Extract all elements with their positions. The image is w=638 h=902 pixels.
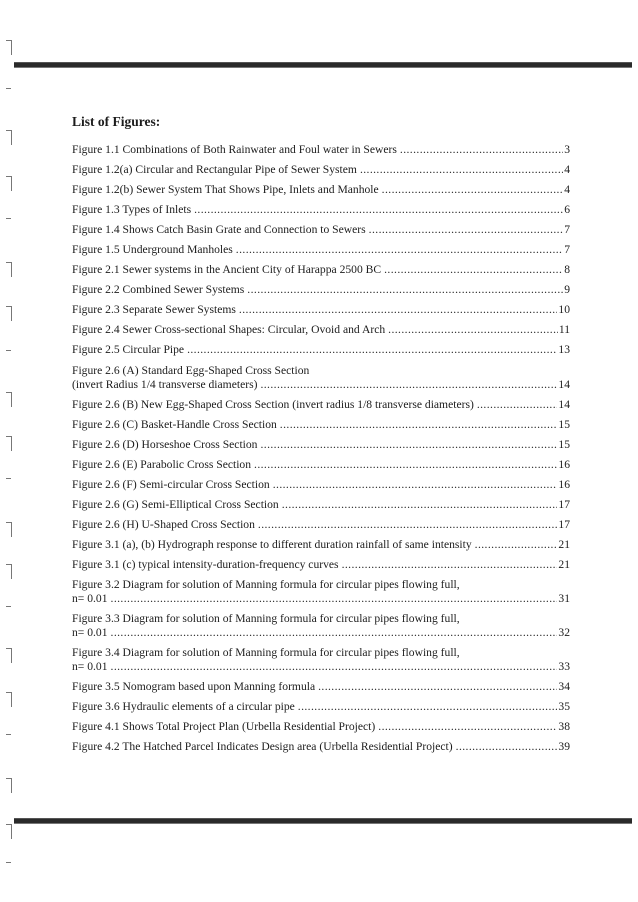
binder-hole-mark <box>6 306 12 321</box>
figure-entry-row <box>72 720 570 734</box>
figure-caption: n= 0.01 <box>72 626 108 640</box>
page-number: 39 <box>558 740 570 754</box>
dot-leader <box>378 720 557 734</box>
page-number: 35 <box>558 700 570 714</box>
dot-leader <box>260 438 557 452</box>
page-number: 7 <box>564 243 570 257</box>
dot-leader <box>382 183 564 197</box>
figure-caption: Figure 2.2 Combined Sewer Systems <box>72 283 245 297</box>
page-number: 6 <box>564 203 570 217</box>
list-item <box>72 478 570 492</box>
list-item <box>72 438 570 452</box>
dot-leader <box>360 163 563 177</box>
page-number: 3 <box>564 143 570 156</box>
list-item <box>72 243 570 257</box>
page-number: 31 <box>558 591 570 605</box>
dot-leader <box>247 283 563 297</box>
page-number: 33 <box>558 660 570 674</box>
list-item <box>72 343 570 357</box>
list-item <box>72 143 570 157</box>
list-item <box>72 720 570 734</box>
dot-leader <box>194 203 563 217</box>
page-number: 38 <box>558 720 570 734</box>
figure-caption: Figure 3.6 Hydraulic elements of a circular pipe <box>72 700 295 714</box>
figure-entry-row <box>72 303 570 317</box>
page-number: 15 <box>558 417 570 431</box>
binder-hole-mark <box>6 692 12 707</box>
dot-leader <box>111 660 558 674</box>
list-of-figures <box>72 114 570 760</box>
figure-entry-row <box>72 538 570 552</box>
figure-entry-row <box>72 183 570 197</box>
dot-leader <box>475 538 558 552</box>
list-item <box>72 646 570 674</box>
dot-leader <box>342 558 558 572</box>
figure-list <box>72 143 570 754</box>
figure-caption: n= 0.01 <box>72 660 108 674</box>
figure-caption: Figure 1.1 Combinations of Both Rainwater and Foul water in Sewers <box>72 143 397 156</box>
page-number: 11 <box>558 323 570 337</box>
binder-hole-mark <box>6 130 12 145</box>
page-number: 32 <box>558 626 570 640</box>
figure-caption: Figure 1.3 Types of Inlets <box>72 203 192 217</box>
list-item <box>72 680 570 694</box>
figure-entry-row <box>72 243 570 257</box>
page-number: 4 <box>564 163 570 177</box>
dot-leader <box>318 680 557 694</box>
dot-leader <box>254 458 557 472</box>
list-item <box>72 538 570 552</box>
dot-leader <box>369 223 564 237</box>
figure-caption: Figure 2.6 (F) Semi-circular Cross Section <box>72 477 270 491</box>
figure-entry-row <box>72 378 570 392</box>
header-rule <box>14 62 632 68</box>
dot-leader <box>111 626 558 640</box>
list-item <box>72 223 570 237</box>
binder-hole-mark <box>6 778 12 793</box>
list-item <box>72 700 570 714</box>
figure-caption: Figure 2.3 Separate Sewer Systems <box>72 303 236 317</box>
figure-caption: Figure 2.6 (E) Parabolic Cross Section <box>72 457 252 471</box>
dot-leader <box>239 303 558 317</box>
page-number: 4 <box>564 183 570 197</box>
list-item <box>72 183 570 197</box>
figure-entry-row <box>72 498 570 512</box>
binder-hole-mark <box>6 176 12 191</box>
list-item <box>72 418 570 432</box>
binder-hole-mark <box>6 40 12 55</box>
list-item <box>72 263 570 277</box>
page-number: 21 <box>558 557 570 571</box>
figure-caption: n= 0.01 <box>72 591 108 605</box>
list-item <box>72 518 570 532</box>
figure-entry-row <box>72 478 570 492</box>
figure-caption: Figure 2.6 (H) U-Shaped Cross Section <box>72 517 255 531</box>
page-title: List of Figures: <box>72 114 161 129</box>
page-number: 15 <box>558 437 570 451</box>
binder-hole-mark <box>6 734 11 739</box>
figure-entry-row <box>72 203 570 217</box>
dot-leader <box>258 518 558 532</box>
list-item <box>72 303 570 317</box>
list-item <box>72 498 570 512</box>
figure-entry-row <box>72 626 570 640</box>
figure-caption: Figure 2.4 Sewer Cross-sectional Shapes: Circular, Ovoid and Arch <box>72 323 386 337</box>
figure-caption: Figure 1.5 Underground Manholes <box>72 243 233 257</box>
binder-hole-mark <box>6 436 12 451</box>
figure-caption: Figure 2.6 (C) Basket-Handle Cross Section <box>72 417 277 431</box>
dot-leader <box>477 398 558 412</box>
list-item <box>72 558 570 572</box>
figure-caption-first-line: Figure 2.6 (A) Standard Egg-Shaped Cross Section <box>72 363 310 377</box>
list-item <box>72 578 570 606</box>
figure-entry-row <box>72 263 570 277</box>
figure-entry-row <box>72 283 570 297</box>
binder-hole-mark <box>6 824 12 839</box>
binder-hole-mark <box>6 648 12 663</box>
dot-leader <box>260 378 557 392</box>
figure-caption: Figure 3.1 (c) typical intensity-duration-frequency curves <box>72 557 339 571</box>
dot-leader <box>111 592 558 606</box>
list-item <box>72 612 570 640</box>
page-number: 16 <box>558 477 570 491</box>
page-number: 14 <box>558 397 570 411</box>
figure-entry-row <box>72 680 570 694</box>
page-number: 17 <box>558 517 570 531</box>
dot-leader <box>187 343 557 357</box>
figure-caption: (invert Radius 1/4 transverse diameters) <box>72 377 258 391</box>
figure-caption-first-line: Figure 3.3 Diagram for solution of Manning formula for circular pipes flowing full, <box>72 612 460 626</box>
figure-entry-row <box>72 740 570 754</box>
figure-entry-row <box>72 398 570 412</box>
dot-leader <box>236 243 563 257</box>
figure-caption: Figure 4.2 The Hatched Parcel Indicates Design area (Urbella Residential Project) <box>72 740 453 754</box>
binder-hole-mark <box>6 606 11 611</box>
figure-entry-row <box>72 323 570 337</box>
list-item <box>72 323 570 337</box>
figure-caption-first-line: Figure 3.4 Diagram for solution of Manning formula for circular pipes flowing full, <box>72 646 460 660</box>
figure-caption: Figure 1.2(a) Circular and Rectangular Pipe of Sewer System <box>72 163 357 177</box>
figure-entry-row <box>72 518 570 532</box>
dot-leader <box>280 418 558 432</box>
page-number: 16 <box>558 457 570 471</box>
binder-hole-mark <box>6 262 12 277</box>
figure-caption: Figure 3.5 Nomogram based upon Manning formula <box>72 680 316 694</box>
list-item <box>72 740 570 754</box>
page-number: 10 <box>558 303 570 317</box>
dot-leader <box>400 143 563 157</box>
binder-hole-mark <box>6 88 11 93</box>
page-number: 14 <box>558 377 570 391</box>
page-number: 13 <box>558 343 570 357</box>
figure-caption: Figure 2.1 Sewer systems in the Ancient City of Harappa 2500 BC <box>72 263 382 277</box>
figure-entry-row <box>72 163 570 177</box>
list-item <box>72 163 570 177</box>
page-number: 21 <box>558 537 570 551</box>
dot-leader <box>388 323 558 337</box>
binder-hole-mark <box>6 478 11 483</box>
dot-leader <box>384 263 563 277</box>
figure-entry-row <box>72 458 570 472</box>
footer-rule <box>14 818 632 824</box>
page-number: 17 <box>558 497 570 511</box>
figure-entry-row <box>72 143 570 157</box>
figure-caption: Figure 2.5 Circular Pipe <box>72 343 185 357</box>
figure-caption-first-line: Figure 3.2 Diagram for solution of Manning formula for circular pipes flowing full, <box>72 577 460 591</box>
binder-hole-mark <box>6 392 12 407</box>
figure-caption: Figure 2.6 (D) Horseshoe Cross Section <box>72 437 258 451</box>
page-number: 8 <box>564 263 570 277</box>
figure-caption: Figure 2.6 (G) Semi-Elliptical Cross Section <box>72 497 279 511</box>
figure-entry-row <box>72 558 570 572</box>
page-number: 9 <box>564 283 570 297</box>
figure-entry-row <box>72 418 570 432</box>
list-item <box>72 203 570 217</box>
figure-entry-row <box>72 592 570 606</box>
figure-caption: Figure 1.2(b) Sewer System That Shows Pipe, Inlets and Manhole <box>72 183 379 197</box>
list-item <box>72 364 570 392</box>
page-number: 7 <box>564 223 570 237</box>
list-item <box>72 458 570 472</box>
dot-leader <box>456 740 558 754</box>
figure-entry-row <box>72 343 570 357</box>
list-item <box>72 283 570 297</box>
binder-hole-mark <box>6 350 11 355</box>
binder-hole-mark <box>6 862 11 867</box>
figure-entry-row <box>72 660 570 674</box>
figure-caption: Figure 1.4 Shows Catch Basin Grate and Connection to Sewers <box>72 223 366 237</box>
page-number: 34 <box>558 680 570 694</box>
figure-caption: Figure 4.1 Shows Total Project Plan (Urbella Residential Project) <box>72 720 376 734</box>
binder-hole-mark <box>6 522 12 537</box>
dot-leader <box>282 498 558 512</box>
dot-leader <box>273 478 558 492</box>
dot-leader <box>298 700 558 714</box>
figure-entry-row <box>72 700 570 714</box>
list-item <box>72 398 570 412</box>
binder-hole-mark <box>6 218 11 223</box>
binder-hole-mark <box>6 564 12 579</box>
figure-caption: Figure 2.6 (B) New Egg-Shaped Cross Section (invert radius 1/8 transverse diameters) <box>72 397 474 411</box>
figure-entry-row <box>72 223 570 237</box>
figure-caption: Figure 3.1 (a), (b) Hydrograph response to different duration rainfall of same intensity <box>72 537 472 551</box>
figure-entry-row <box>72 438 570 452</box>
